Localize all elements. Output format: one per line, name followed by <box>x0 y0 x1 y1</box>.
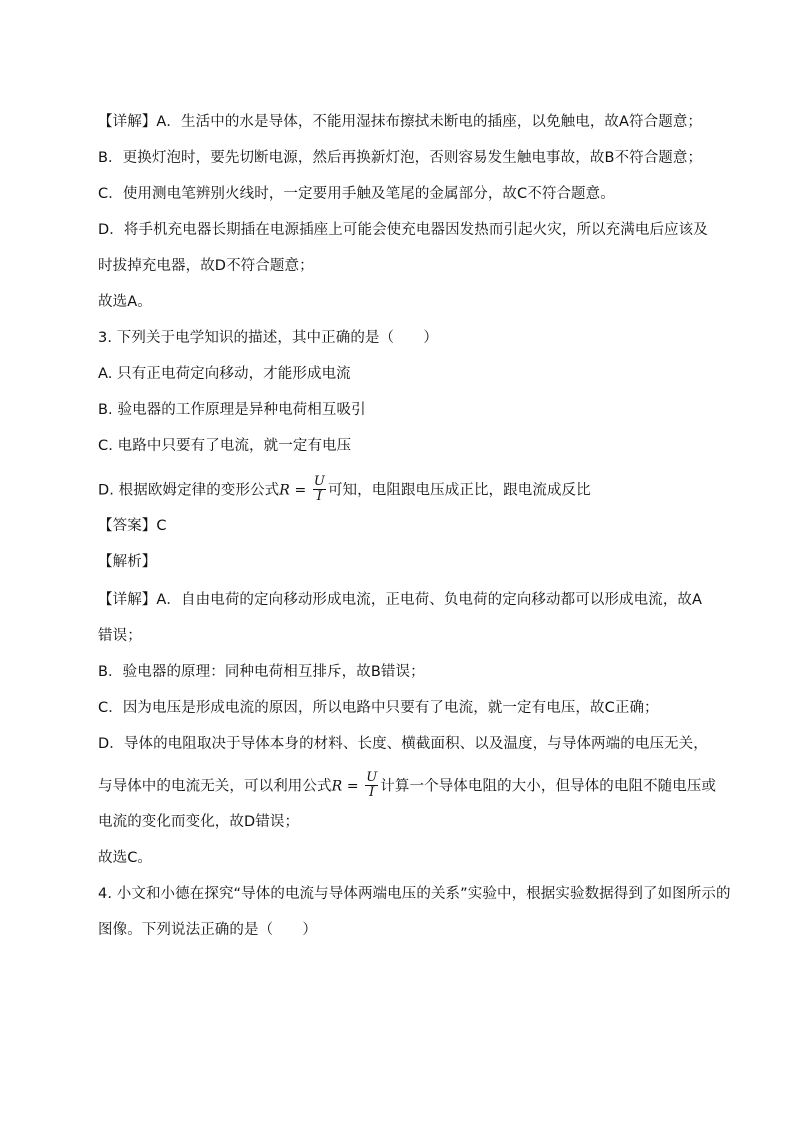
formula-fraction <box>313 475 326 504</box>
analysis-line: 电流的变化而变化，故D错误； <box>98 814 300 830</box>
question-3-option-d <box>98 476 698 505</box>
question-4-stem-cont: 图像。下列说法正确的是（ ） <box>98 922 317 938</box>
question-3-option-b: B. 验电器的工作原理是异种电荷相互吸引 <box>98 402 366 418</box>
analysis-d-text-after: 计算一个导体电阻的大小，但导体的电阻不随电压或 <box>380 778 717 795</box>
analysis-line: B．验电器的原理：同种电荷相互排斥，故B错误； <box>98 664 425 680</box>
formula-lhs: R <box>279 482 290 499</box>
question-4-stem: 4. 小文和小德在探究“导体的电流与导体两端电压的关系”实验中，根据实验数据得到了如图所示的 <box>98 886 731 902</box>
text-line: B．更换灯泡时，要先切断电源，然后再换新灯泡，否则容易发生触电事故，故B不符合题意； <box>98 150 703 166</box>
text-line: 故选A。 <box>98 294 152 310</box>
option-d-text-before: D. 根据欧姆定律的变形公式 <box>98 482 280 499</box>
analysis-title: 【解析】 <box>98 554 157 570</box>
formula-numerator: U <box>366 770 378 785</box>
text-line: 时拔掉充电器，故D不符合题意； <box>98 258 314 274</box>
analysis-line: 【详解】A．自由电荷的定向移动形成电流，正电荷、负电荷的定向移动都可以形成电流，故A <box>98 592 703 608</box>
formula-lhs: R <box>331 778 343 795</box>
analysis-d-text-before: 与导体中的电流无关，可以利用公式 <box>98 778 332 795</box>
question-3-option-a: A. 只有正电荷定向移动，才能形成电流 <box>98 366 351 382</box>
question-3-stem: 3. 下列关于电学知识的描述，其中正确的是（ ） <box>98 330 438 346</box>
text-line: C．使用测电笔辨别火线时，一定要用手触及笔尾的金属部分，故C不符合题意。 <box>98 186 615 202</box>
text-line: 【详解】A．生活中的水是导体，不能用湿抹布擦拭未断电的插座，以免触电，故A符合题意； <box>98 114 703 130</box>
text-line: D．将手机充电器长期插在电源插座上可能会使充电器因发热而引起火灾，所以充满电后应该及 <box>98 222 708 238</box>
analysis-line: 错误； <box>98 628 142 644</box>
analysis-line: D．导体的电阻取决于导体本身的材料、长度、横截面积、以及温度，与导体两端的电压无关， <box>98 736 708 752</box>
formula-denominator: I <box>369 785 375 800</box>
formula-fraction <box>365 771 378 800</box>
formula-equals: = <box>342 778 364 795</box>
answer-line: 【答案】C <box>98 518 167 534</box>
formula-denominator: I <box>316 489 323 504</box>
analysis-line: 故选C。 <box>98 850 153 866</box>
formula-numerator: U <box>313 474 325 489</box>
option-d-text-after: 可知，电阻跟电压成正比，跟电流成反比 <box>327 482 591 499</box>
formula-equals: = <box>289 482 311 499</box>
analysis-line-formula <box>98 770 717 801</box>
analysis-line: C．因为电压是形成电流的原因，所以电路中只要有了电流，就一定有电压，故C正确； <box>98 700 659 716</box>
question-3-option-c: C. 电路中只要有了电流，就一定有电压 <box>98 438 352 454</box>
